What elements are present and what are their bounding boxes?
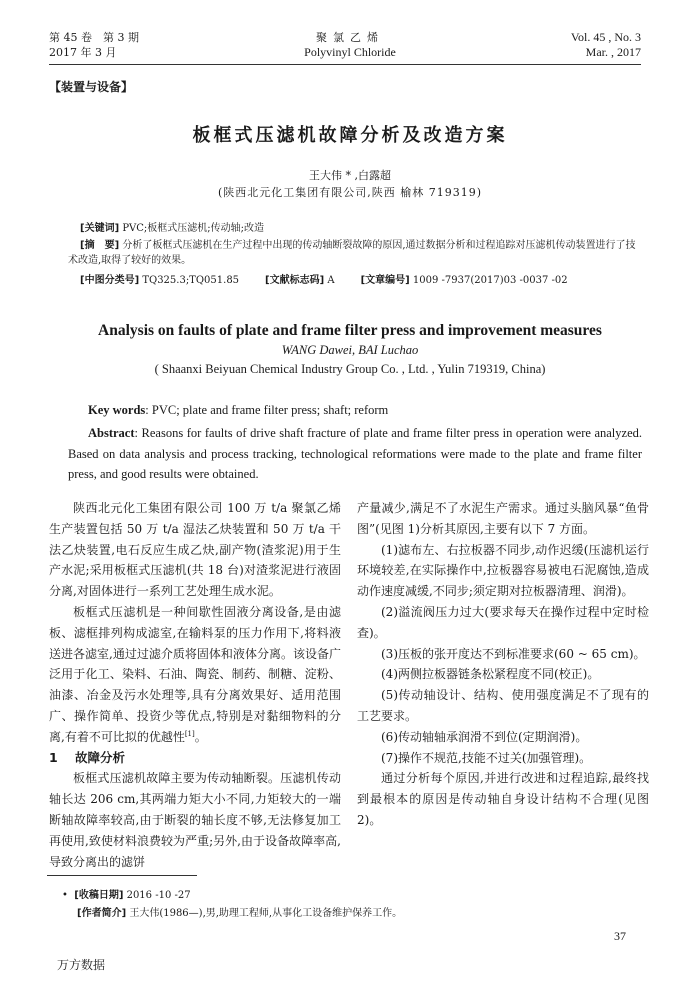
paragraph-text: 板框式压滤机是一种间歇性固液分离设备,是由滤板、滤框排列构成滤室,在输料泵的压力作用下,将料液送进各滤室,通过过滤介质将固体和液体分离。该设备广泛用于化工、染料、石油、陶瓷、制药、制糖、淀粉、油漆、冶金及污水处理等,具有分离效果好、适用范围广、操作简单、投资少等优点,特别是对黏细物料的分离,有着不可比拟的优越性 <box>49 604 341 744</box>
article-title-cn: 板框式压滤机故障分析及改造方案 <box>192 125 508 146</box>
paragraph: 板框式压滤机是一种间歇性固液分离设备,是由滤板、滤框排列构成滤室,在输料泵的压力作用下,将料液送进各滤室,通过过滤介质将固体和液体分离。该设备广泛用于化工、染料、石油、陶瓷、制药、制糖、淀粉、油漆、冶金及污水处理等,具有分离效果好、适用范围广、操作简单、投资少等优点,特别是对黏细物料的分离,有着不可比拟的优越性[1]。 <box>49 604 341 744</box>
clc-label: [中图分类号] <box>80 275 140 286</box>
abstract-en <box>68 423 642 485</box>
section-number: 1 <box>49 749 58 765</box>
publication-date-en: Mar. , 2017 <box>585 45 641 59</box>
header-rule <box>49 64 641 65</box>
journal-issue-info-en <box>571 30 641 60</box>
list-item: (3)压板的张开度达不到标准要求(60 ~ 65 cm)。 <box>381 646 646 661</box>
keywords-en-text: : PVC; plate and frame filter press; shaft; reform <box>145 403 389 417</box>
keywords-cn-label: [关键词] <box>80 223 120 234</box>
article-no-label: [文章编号] <box>360 275 410 286</box>
received-label: [收稿日期] <box>74 890 124 901</box>
keywords-cn-text: PVC;板框式压滤机;传动轴;改造 <box>119 223 265 234</box>
list-item: (2)溢流阀压力过大(要求每天在操作过程中定时检查)。 <box>357 604 649 640</box>
abstract-en-label: Abstract <box>88 426 135 440</box>
list-item: (5)传动轴设计、结构、使用强度满足不了现有的工艺要求。 <box>357 688 649 723</box>
authors-cn: 王大伟 * ,白露超 <box>309 169 391 182</box>
section-tag: 【装置与设备】 <box>49 80 134 94</box>
section-heading <box>49 748 341 769</box>
abstract-en-text: : Reasons for faults of drive shaft fracture of plate and frame filter press in operation were analyzed. Based on data analysis and process tracking, technological reformations were made to the plate and frame filter press, and good results were obtained. <box>68 426 642 481</box>
clc-value: TQ325.3;TQ051.85 <box>139 275 240 286</box>
page-number: 37 <box>614 929 626 943</box>
body-right-column <box>357 498 649 831</box>
footnote-author-bio <box>77 907 402 921</box>
classification-info <box>80 273 640 288</box>
authors-en: WANG Dawei, BAI Luchao <box>281 343 419 357</box>
volume-issue-en: Vol. 45 , No. 3 <box>570 30 641 44</box>
footnote-rule <box>47 875 197 876</box>
publication-date: 2017 年 3 月 <box>49 46 117 59</box>
affiliation-cn: (陕西北元化工集团有限公司,陕西 榆林 719319) <box>217 186 483 199</box>
affiliation-en: ( Shaanxi Beiyuan Chemical Industry Group Co. , Ltd. , Yulin 719319, China) <box>154 362 546 376</box>
author-bio-text: 王大伟(1986—),男,助理工程师,从事化工设备维护保养工作。 <box>126 908 403 919</box>
article-title-en: Analysis on faults of plate and frame filter press and improvement measures <box>98 322 602 339</box>
journal-issue-info <box>49 30 139 60</box>
paragraph: 陕西北元化工集团有限公司 100 万 t/a 聚氯乙烯生产装置包括 50 万 t/a 湿法乙炔装置和 50 万 t/a 干法乙炔装置,电石反应生成乙炔,副产物(渣浆泥)用于生产水泥;采用板框式压滤机(共 18 台)对渣浆泥进行液固分离,对固体进行一系列工艺处理生成水泥。 <box>49 501 341 599</box>
keywords-en <box>88 403 388 418</box>
abstract-cn-label: [摘 要] <box>80 240 120 251</box>
citation-ref[interactable]: [1] <box>184 729 195 738</box>
paragraph: 板框式压滤机故障主要为传动轴断裂。压滤机传动轴长达 206 cm,其两端力矩大小不同,力矩较大的一端断轴故障率较高,由于断裂的轴长度不够,无法修复加工再使用,致使材料浪费较为严重;另外,由于设备故障率高,导致分离出的滤饼 <box>49 771 341 869</box>
journal-name <box>250 30 450 60</box>
journal-name-cn: 聚氯乙烯 <box>316 31 384 44</box>
list-item: (1)滤布左、右拉板器不同步,动作迟缓(压滤机运行环境较差,在实际操作中,拉板器容易被电石泥腐蚀,造成动作速度减缓,不同步;须定期对拉板器清理、润滑)。 <box>357 542 649 599</box>
list-item: (4)两侧拉板器链条松紧程度不同(校正)。 <box>381 667 600 682</box>
journal-name-en: Polyvinyl Chloride <box>304 45 396 59</box>
footnote-bullet: • <box>62 890 68 901</box>
received-date: 2016 -10 -27 <box>123 890 191 901</box>
abstract-cn-text: 分析了板框式压滤机在生产过程中出现的传动轴断裂故障的原因,通过数据分析和过程追踪对压滤机传动装置进行了技术改造,取得了较好的效果。 <box>68 240 636 266</box>
doc-code-value: A <box>324 275 335 286</box>
watermark: 万方数据 <box>57 958 106 972</box>
volume-issue: 第 45 卷 第 3 期 <box>49 31 139 44</box>
footnote-received <box>62 889 191 903</box>
section-title: 故障分析 <box>75 749 126 765</box>
list-item: (6)传动轴轴承润滑不到位(定期润滑)。 <box>381 729 588 744</box>
paragraph: 产量减少,满足不了水泥生产需求。通过头脑风暴“鱼骨图”(见图 1)分析其原因,主要有以下 7 方面。 <box>357 501 649 536</box>
keywords-en-label: Key words <box>88 403 146 417</box>
body-left-column <box>49 498 341 872</box>
abstract-cn <box>68 238 640 268</box>
doc-code-label: [文献标志码] <box>265 275 325 286</box>
paragraph: 通过分析每个原因,并进行改进和过程追踪,最终找到最根本的原因是传动轴自身设计结构不合理(见图 2)。 <box>357 771 649 827</box>
author-bio-label: [作者简介] <box>77 908 127 919</box>
list-item: (7)操作不规范,技能不过关(加强管理)。 <box>381 750 592 765</box>
keywords-cn <box>80 221 640 236</box>
article-no-value: 1009 -7937(2017)03 -0037 -02 <box>409 275 568 286</box>
